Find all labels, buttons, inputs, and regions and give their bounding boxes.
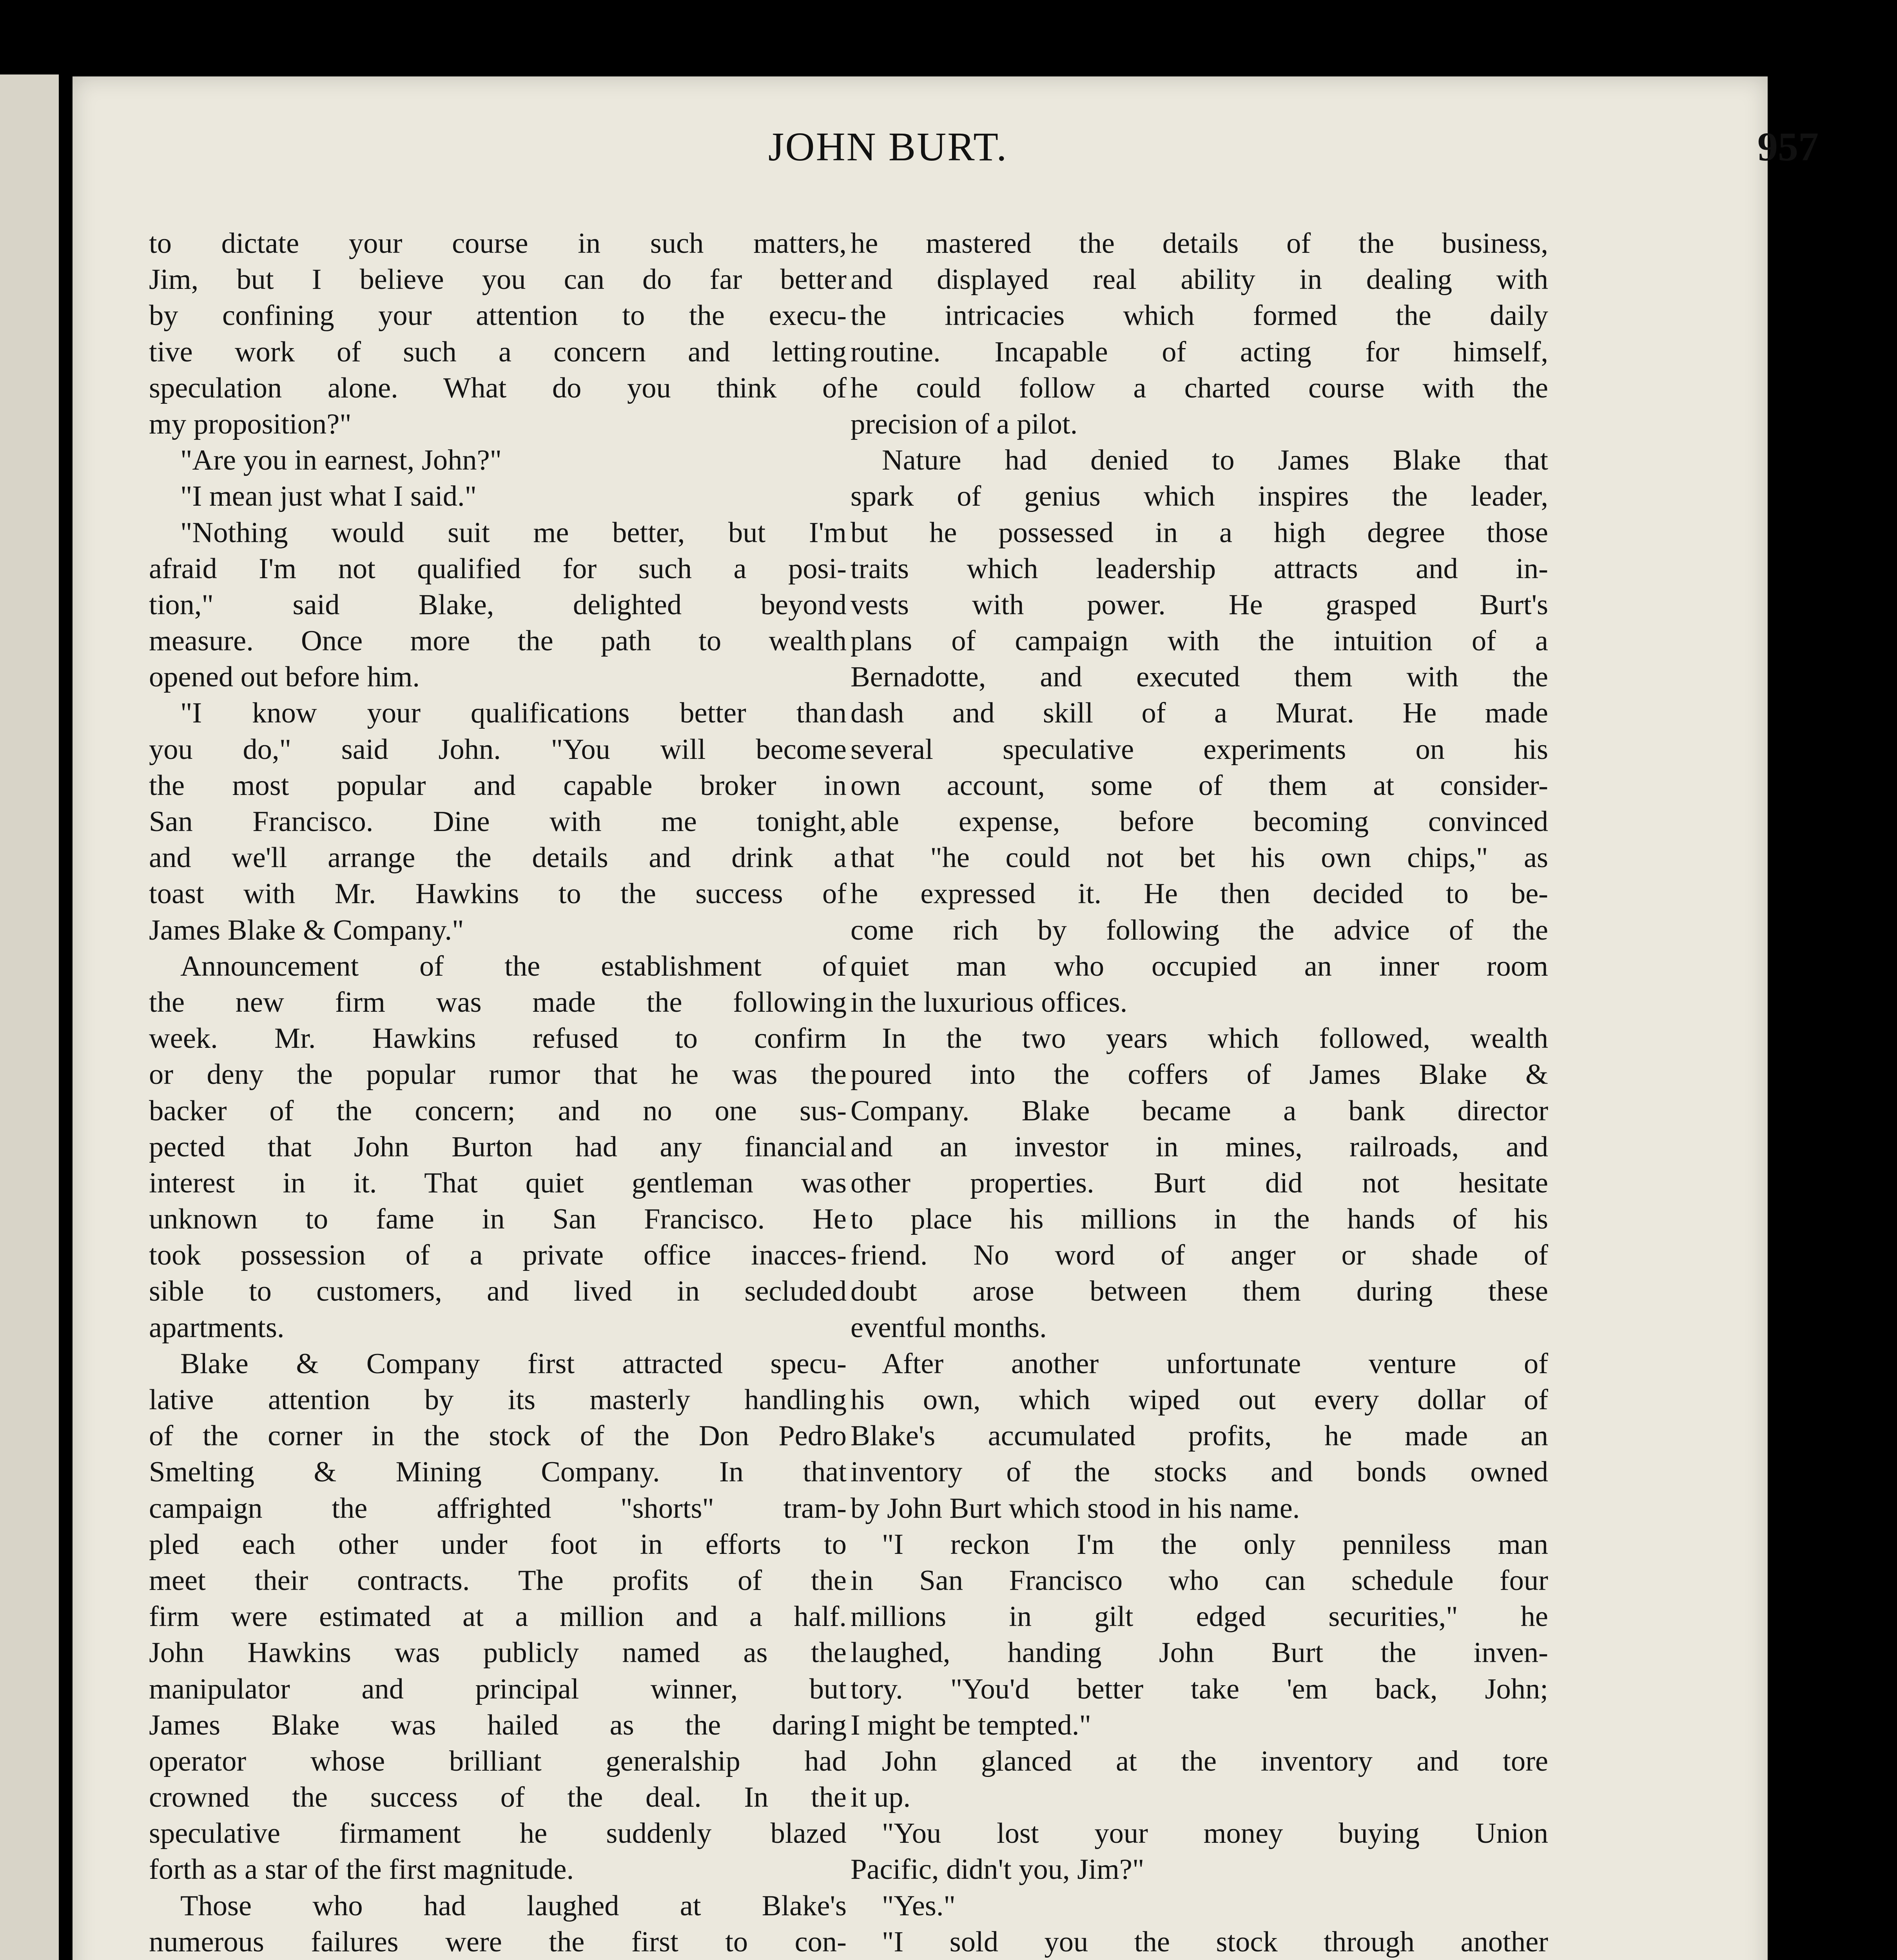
text-line: by confining your attention to the execu- <box>149 299 847 332</box>
adjacent-page-edge <box>0 74 59 1960</box>
text-line: Smelting & Mining Company. In that <box>149 1456 847 1488</box>
text-line: dash and skill of a Murat. He made <box>851 697 1548 730</box>
text-line: come rich by following the advice of the <box>851 914 1548 946</box>
text-line: John glanced at the inventory and tore <box>882 1745 1548 1777</box>
text-line: precision of a pilot. <box>851 408 1078 440</box>
text-line: opened out before him. <box>149 661 420 693</box>
text-line: and we'll arrange the details and drink a <box>149 842 847 874</box>
text-line: manipulator and principal winner, but <box>149 1673 847 1705</box>
text-line: laughed, handing John Burt the inven- <box>851 1637 1548 1669</box>
text-line: other properties. Burt did not hesitate <box>851 1167 1548 1199</box>
text-line: crowned the success of the deal. In the <box>149 1781 847 1814</box>
text-line: by John Burt which stood in his name. <box>851 1492 1300 1524</box>
text-line: several speculative experiments on his <box>851 733 1548 766</box>
text-line: After another unfortunate venture of <box>882 1347 1548 1380</box>
text-line: speculative firmament he suddenly blazed <box>149 1817 847 1850</box>
text-line: he expressed it. He then decided to be- <box>851 878 1548 910</box>
text-line: In the two years which followed, wealth <box>882 1022 1548 1055</box>
text-line: inventory of the stocks and bonds owned <box>851 1456 1548 1488</box>
text-line: firm were estimated at a million and a half. <box>149 1601 847 1633</box>
text-line: tion," said Blake, delighted beyond <box>149 588 847 621</box>
text-line: lative attention by its masterly handling <box>149 1384 847 1416</box>
text-line: afraid I'm not qualified for such a posi- <box>149 552 847 585</box>
text-line: backer of the concern; and no one sus- <box>149 1094 847 1127</box>
text-line: James Blake was hailed as the daring <box>149 1709 847 1741</box>
page-number: 957 <box>1757 124 1819 169</box>
text-line: millions in gilt edged securities," he <box>851 1601 1548 1633</box>
text-line: friend. No word of anger or shade of <box>851 1239 1548 1272</box>
text-line: doubt arose between them during these <box>851 1275 1548 1308</box>
text-line: toast with Mr. Hawkins to the success of <box>149 878 847 910</box>
text-line: meet their contracts. The profits of the <box>149 1564 847 1597</box>
text-line: "I know your qualifications better than <box>180 697 847 730</box>
text-line: the most popular and capable broker in <box>149 769 847 802</box>
text-line: took possession of a private office inacces- <box>149 1239 847 1272</box>
text-line: my proposition?" <box>149 408 352 440</box>
text-line: you do," said John. "You will become <box>149 733 847 766</box>
text-line: he could follow a charted course with the <box>851 372 1548 404</box>
text-line: he mastered the details of the business, <box>851 227 1548 260</box>
text-line: to dictate your course in such matters, <box>149 227 847 260</box>
text-column-right <box>851 225 1548 1960</box>
text-line: plans of campaign with the intuition of a <box>851 625 1548 657</box>
text-line: apartments. <box>149 1311 285 1344</box>
text-line: traits which leadership attracts and in- <box>851 552 1548 585</box>
text-line: Company. Blake became a bank director <box>851 1094 1548 1127</box>
text-line: "I sold you the stock through another <box>882 1926 1548 1958</box>
text-line: Blake's accumulated profits, he made an <box>851 1420 1548 1452</box>
text-line: Announcement of the establishment of <box>180 950 847 982</box>
text-line: "Nothing would suit me better, but I'm <box>180 516 847 549</box>
text-line: but he possessed in a high degree those <box>851 516 1548 549</box>
text-line: routine. Incapable of acting for himself, <box>851 336 1548 368</box>
text-line: that "he could not bet his own chips," as <box>851 842 1548 874</box>
text-line: quiet man who occupied an inner room <box>851 950 1548 982</box>
text-line: measure. Once more the path to wealth <box>149 625 847 657</box>
text-line: "Are you in earnest, John?" <box>180 444 502 477</box>
text-line: vests with power. He grasped Burt's <box>851 588 1548 621</box>
text-line: spark of genius which inspires the leader, <box>851 480 1548 513</box>
text-line: in the luxurious offices. <box>851 986 1128 1018</box>
text-line: poured into the coffers of James Blake & <box>851 1058 1548 1091</box>
text-line: San Francisco. Dine with me tonight, <box>149 806 847 838</box>
text-line: to place his millions in the hands of his <box>851 1203 1548 1236</box>
text-line: operator whose brilliant generalship had <box>149 1745 847 1777</box>
text-line: able expense, before becoming convinced <box>851 806 1548 838</box>
text-line: forth as a star of the first magnitude. <box>149 1853 574 1886</box>
text-line: in San Francisco who can schedule four <box>851 1564 1548 1597</box>
text-line: Those who had laughed at Blake's <box>180 1889 847 1922</box>
text-line: Nature had denied to James Blake that <box>882 444 1548 477</box>
text-line: interest in it. That quiet gentleman was <box>149 1167 847 1199</box>
text-line: eventful months. <box>851 1311 1047 1344</box>
text-line: "Yes." <box>882 1889 956 1922</box>
text-line: campaign the affrighted "shorts" tram- <box>149 1492 847 1524</box>
text-line: "I reckon I'm the only penniless man <box>882 1528 1548 1561</box>
text-line: pled each other under foot in efforts to <box>149 1528 847 1561</box>
text-line: Blake & Company first attracted specu- <box>180 1347 847 1380</box>
text-line: it up. <box>851 1781 911 1814</box>
text-line: unknown to fame in San Francisco. He <box>149 1203 847 1236</box>
text-line: tive work of such a concern and letting <box>149 336 847 368</box>
text-line: own account, some of them at consider- <box>851 769 1548 802</box>
text-line: pected that John Burton had any financial <box>149 1131 847 1163</box>
text-line: sible to customers, and lived in secluded <box>149 1275 847 1308</box>
text-line: I might be tempted." <box>851 1709 1091 1741</box>
running-title: JOHN BURT. <box>768 124 1008 169</box>
text-line: speculation alone. What do you think of <box>149 372 847 404</box>
text-line: Jim, but I believe you can do far better <box>149 263 847 296</box>
text-line: and an investor in mines, railroads, and <box>851 1131 1548 1163</box>
text-line: tory. "You'd better take 'em back, John; <box>851 1673 1548 1705</box>
text-line: the new firm was made the following <box>149 986 847 1018</box>
text-line: James Blake & Company." <box>149 914 464 946</box>
text-line: "I mean just what I said." <box>180 480 477 513</box>
text-line: of the corner in the stock of the Don Pedro <box>149 1420 847 1452</box>
text-line: "You lost your money buying Union <box>882 1817 1548 1850</box>
text-line: numerous failures were the first to con- <box>149 1926 847 1958</box>
text-line: his own, which wiped out every dollar of <box>851 1384 1548 1416</box>
text-line: week. Mr. Hawkins refused to confirm <box>149 1022 847 1055</box>
text-line: the intricacies which formed the daily <box>851 299 1548 332</box>
text-line: John Hawkins was publicly named as the <box>149 1637 847 1669</box>
text-line: Pacific, didn't you, Jim?" <box>851 1853 1144 1886</box>
text-line: or deny the popular rumor that he was the <box>149 1058 847 1091</box>
text-line: Bernadotte, and executed them with the <box>851 661 1548 693</box>
text-line: and displayed real ability in dealing with <box>851 263 1548 296</box>
text-column-left <box>149 225 847 1960</box>
